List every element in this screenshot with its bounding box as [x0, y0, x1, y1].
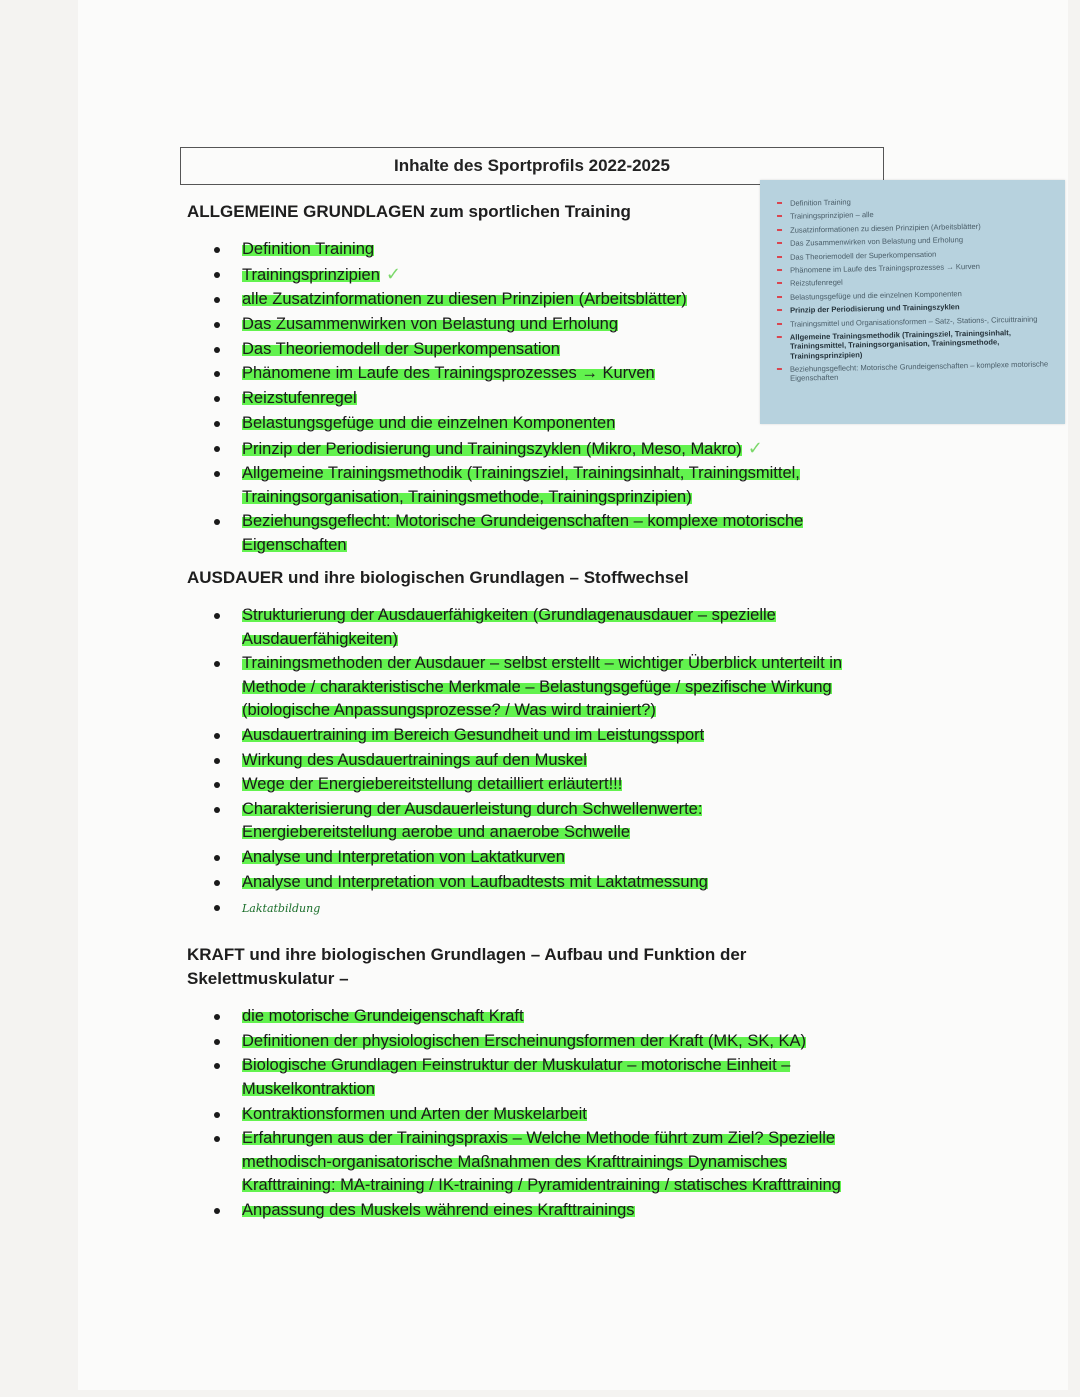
- check-mark-icon: ✓: [747, 437, 763, 458]
- list-item: [210, 896, 882, 921]
- sticky-item: Phänomene im Laufe des Trainingsprozesses → Kurven: [790, 260, 1055, 275]
- list-item: Prinzip der Periodisierung und Trainingszyklen (Mikro, Meso, Makro) ✓: [210, 437, 842, 462]
- sticky-item: Zusatzinformationen zu diesen Prinzipien (Arbeitsblätter): [790, 220, 1055, 235]
- list-allgemeine: [210, 238, 842, 559]
- list-ausdauer: [210, 604, 882, 921]
- sticky-item: Das Zusammenwirken von Belastung und Erholung: [790, 233, 1055, 248]
- list-item: Kontraktionsformen und Arten der Muskelarbeit: [210, 1103, 872, 1127]
- list-item: Trainingsprinzipien ✓: [210, 263, 842, 288]
- sticky-item: Reizstufenregel: [790, 274, 1055, 289]
- list-item: Analyse und Interpretation von Laktatkurven: [210, 846, 882, 870]
- list-item: Wege der Energiebereitstellung detailliert erläutert!!!: [210, 773, 882, 797]
- list-item: Ausdauertraining im Bereich Gesundheit und im Leistungssport: [210, 724, 882, 748]
- sticky-item: Trainingsmittel und Organisationsformen – Satz-, Stations-, Circuittraining: [790, 314, 1055, 329]
- sticky-item: Allgemeine Trainingsmethodik (Trainingsziel, Trainingsinhalt, Trainingsmittel, Trainingsorganisation, Trainingsmethode, Trainingsprinzipien): [790, 327, 1056, 361]
- list-item: Wirkung des Ausdauertrainings auf den Muskel: [210, 749, 882, 773]
- list-item: Das Zusammenwirken von Belastung und Erholung: [210, 313, 842, 337]
- list-item: Belastungsgefüge und die einzelnen Komponenten: [210, 412, 842, 436]
- list-item: Erfahrungen aus der Trainingspraxis – Welche Methode führt zum Ziel? Spezielle methodisch-organisatorische Maßnahmen des Krafttrainings Dynamisches Krafttraining: MA-training / IK-training / Pyramidentraining / statisches Krafttraining: [210, 1127, 872, 1198]
- sticky-item: Belastungsgefüge und die einzelnen Komponenten: [790, 287, 1055, 302]
- list-kraft: [210, 1005, 872, 1224]
- list-item: Analyse und Interpretation von Laufbadtests mit Laktatmessung: [210, 871, 882, 895]
- list-item: Definitionen der physiologischen Erscheinungsformen der Kraft (MK, SK, KA): [210, 1030, 872, 1054]
- section-heading-kraft: KRAFT und ihre biologischen Grundlagen – Aufbau und Funktion der Skelettmuskulatur –: [187, 945, 747, 988]
- list-item: Anpassung des Muskels während eines Krafttrainings: [210, 1199, 872, 1223]
- list-item: Allgemeine Trainingsmethodik (Trainingsziel, Trainingsinhalt, Trainingsmittel, Trainingsorganisation, Trainingsmethode, Trainingsprinzipien): [210, 462, 842, 509]
- sticky-item: Trainingsprinzipien – alle: [790, 207, 1055, 222]
- sticky-item: Beziehungsgeflecht: Motorische Grundeigenschaften – komplexe motorische Eigenschaften: [790, 360, 1055, 384]
- handwritten-note: Laktatbildung: [242, 901, 321, 915]
- list-item: Charakterisierung der Ausdauerleistung durch Schwellenwerte: Energiebereitstellung aerobe und anaerobe Schwelle: [210, 798, 772, 845]
- list-item: Biologische Grundlagen Feinstruktur der Muskulatur – motorische Einheit – Muskelkontraktion: [210, 1054, 852, 1101]
- list-item: Strukturierung der Ausdauerfähigkeiten (Grundlagenausdauer – spezielle Ausdauerfähigkeiten): [210, 604, 842, 651]
- list-item: alle Zusatzinformationen zu diesen Prinzipien (Arbeitsblätter): [210, 288, 842, 312]
- list-item: Phänomene im Laufe des Trainingsprozesses → Kurven: [210, 362, 842, 386]
- section-heading-ausdauer: AUSDAUER und ihre biologischen Grundlagen – Stoffwechsel: [187, 568, 689, 587]
- check-mark-icon: ✓: [385, 263, 401, 284]
- section-heading-allgemeine: ALLGEMEINE GRUNDLAGEN zum sportlichen Training: [187, 202, 631, 221]
- list-item: Reizstufenregel: [210, 387, 842, 411]
- sticky-item: Definition Training: [790, 193, 1055, 208]
- list-item: Trainingsmethoden der Ausdauer – selbst erstellt – wichtiger Überblick unterteilt in Methode / charakteristische Merkmale – Belastungsgefüge / spezifische Wirkung (biologische Anpassungsprozesse? / Was wird trainiert?): [210, 652, 882, 723]
- document-title: Inhalte des Sportprofils 2022-2025: [180, 147, 884, 185]
- list-item: die motorische Grundeigenschaft Kraft: [210, 1005, 872, 1029]
- sticky-item: Das Theoriemodell der Superkompensation: [790, 247, 1055, 262]
- list-item: Das Theoriemodell der Superkompensation: [210, 338, 842, 362]
- sticky-item: Prinzip der Periodisierung und Trainingszyklen: [790, 300, 1055, 315]
- sticky-note: [760, 180, 1065, 424]
- list-item: Beziehungsgeflecht: Motorische Grundeigenschaften – komplexe motorische Eigenschaften: [210, 510, 842, 557]
- list-item: Definition Training: [210, 238, 842, 262]
